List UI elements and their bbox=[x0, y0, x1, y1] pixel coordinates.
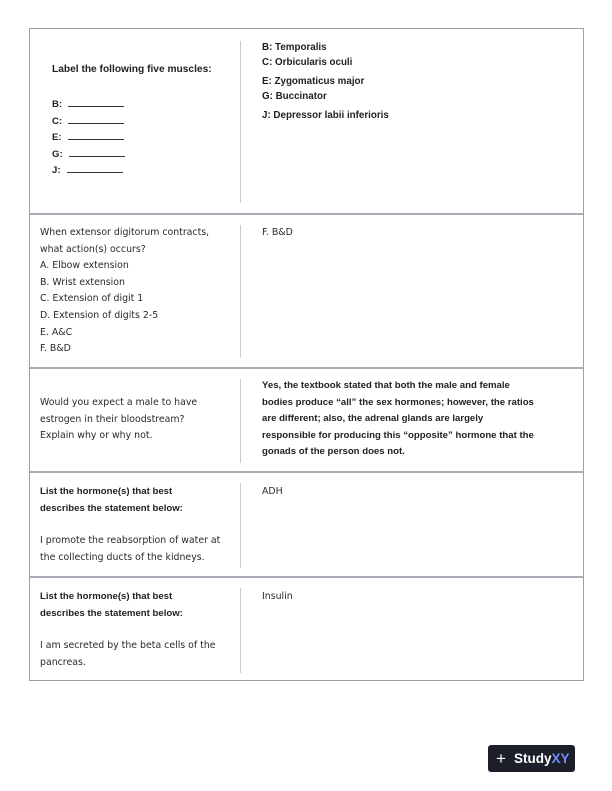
option-a: A. Elbow extension bbox=[40, 260, 129, 272]
answer-line: E: Zygomaticus major bbox=[262, 76, 365, 87]
blank-c[interactable]: C: bbox=[52, 114, 242, 131]
blank-g[interactable]: G: bbox=[52, 147, 242, 164]
question-line: Explain why or why not. bbox=[40, 430, 153, 442]
brand-suffix: XY bbox=[551, 751, 570, 766]
question-line: I am secreted by the beta cells of the bbox=[40, 640, 216, 651]
option-b: B. Wrist extension bbox=[40, 276, 125, 288]
question-line: what action(s) occurs? bbox=[40, 243, 146, 255]
answer-line: C: Orbicularis oculi bbox=[262, 57, 353, 68]
question-heading bbox=[40, 484, 230, 517]
option-e: E. A&C bbox=[40, 326, 73, 338]
question-line: pancreas. bbox=[40, 656, 86, 668]
option-d: D. Extension of digits 2-5 bbox=[40, 309, 159, 321]
studyxy-logo[interactable] bbox=[488, 745, 575, 772]
answer-adh: ADH bbox=[262, 486, 283, 497]
flashcard-list bbox=[29, 28, 584, 681]
question-line: the collecting ducts of the kidneys. bbox=[40, 551, 205, 563]
answer-extensor: F. B&D bbox=[262, 227, 293, 238]
question-heading bbox=[40, 589, 230, 622]
question-estrogen bbox=[40, 395, 230, 445]
blank-e[interactable]: E: bbox=[52, 130, 242, 147]
plus-icon: + bbox=[496, 749, 506, 768]
question-adh bbox=[40, 533, 230, 566]
heading-line: describes the statement below: bbox=[40, 607, 183, 619]
answer-insulin: Insulin bbox=[262, 591, 293, 602]
answer-line: Yes, the textbook stated that both the male and female bbox=[262, 380, 510, 391]
answer-line: B: Temporalis bbox=[262, 42, 327, 53]
card-insulin bbox=[29, 576, 584, 681]
label-blanks bbox=[52, 97, 242, 180]
heading-line: describes the statement below: bbox=[40, 502, 183, 514]
question-extensor bbox=[40, 225, 230, 358]
question-line: When extensor digitorum contracts, bbox=[40, 227, 210, 238]
question-line: I promote the reabsorption of water at bbox=[40, 535, 221, 546]
answer-muscles bbox=[262, 40, 567, 123]
option-c: C. Extension of digit 1 bbox=[40, 293, 144, 305]
answer-line: gonads of the person does not. bbox=[262, 446, 405, 458]
answer-estrogen bbox=[262, 378, 577, 461]
heading-line: List the hormone(s) that best bbox=[40, 591, 173, 602]
blank-j[interactable]: J: bbox=[52, 163, 242, 180]
answer-line: bodies produce “all” the sex hormones; however, the ratios bbox=[262, 396, 534, 408]
card-adh bbox=[29, 471, 584, 576]
card-estrogen bbox=[29, 367, 584, 471]
answer-line: J: Depressor labii inferioris bbox=[262, 110, 389, 121]
card-divider bbox=[240, 225, 241, 358]
question-title: Label the following five muscles: bbox=[52, 64, 212, 75]
brand-prefix: Study bbox=[514, 751, 552, 766]
card-divider bbox=[240, 379, 241, 463]
question-line: estrogen in their bloodstream? bbox=[40, 413, 185, 425]
card-extensor-digitorum bbox=[29, 213, 584, 367]
card-divider bbox=[240, 483, 241, 568]
answer-line: responsible for producing this “opposite” hormone that the bbox=[262, 429, 534, 441]
answer-line: are different; also, the adrenal glands are largely bbox=[262, 413, 484, 425]
option-f: F. B&D bbox=[40, 343, 71, 355]
question-line: Would you expect a male to have bbox=[40, 397, 198, 408]
heading-line: List the hormone(s) that best bbox=[40, 486, 173, 497]
card-divider bbox=[240, 588, 241, 673]
answer-line: G: Buccinator bbox=[262, 91, 327, 102]
card-muscles bbox=[29, 28, 584, 213]
question-insulin bbox=[40, 638, 230, 671]
blank-b[interactable]: B: bbox=[52, 97, 242, 114]
